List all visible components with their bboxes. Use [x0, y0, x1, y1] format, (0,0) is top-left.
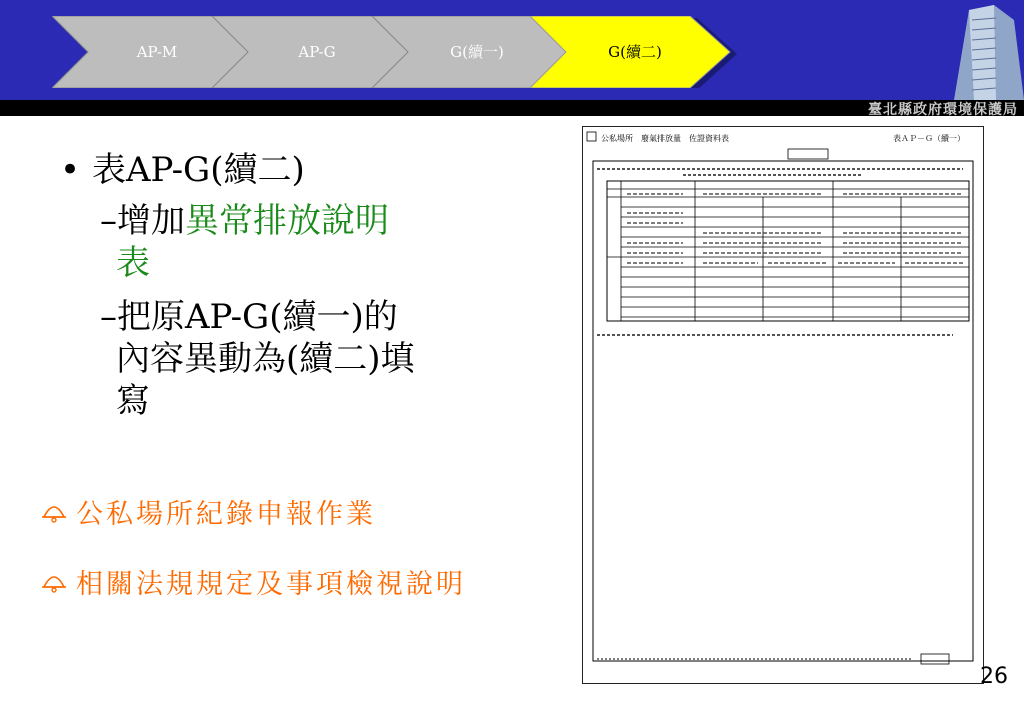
tab-ap-m-label: AP-M — [136, 43, 178, 61]
form-header-right: 表ＡＰ－Ｇ（續一） — [893, 134, 965, 143]
agency-caption: 臺北縣政府環境保護局 — [868, 102, 1018, 118]
sub-bullet-2 — [100, 296, 580, 422]
sub-bullet-1-highlight: 異常排放說明 — [185, 201, 389, 241]
link-record-reporting-label: 公私場所紀錄申報作業 — [76, 499, 376, 530]
sub-bullet-1-continuation: 表 — [116, 243, 150, 283]
sub-bullet-2-line2: 內容異動為(續二)填 — [116, 339, 415, 379]
tab-g-cont2-label: G(續二) — [608, 43, 662, 61]
form-document-image — [582, 126, 984, 684]
tab-g-cont1-label: G(續一) — [450, 43, 504, 61]
form-header-left: 公私場所 廢氣排放量 佐證資料表 — [601, 134, 729, 143]
sub-bullet-1-prefix: –增加 — [100, 201, 185, 241]
bullet-dot-icon: • — [60, 150, 81, 190]
slide-body — [60, 148, 580, 422]
main-bullet-text: 表AP-G(續二) — [92, 150, 305, 190]
bell-icon — [40, 497, 76, 530]
main-bullet — [60, 148, 580, 192]
bell-icon — [40, 567, 76, 600]
form-table-drawing — [583, 127, 983, 683]
sub-bullet-2-line1: –把原AP-G(續一)的 — [100, 297, 398, 337]
building-logo-image — [934, 0, 1024, 100]
sub-bullet-2-line3: 寫 — [116, 381, 150, 421]
link-regulations-review-label: 相關法規規定及事項檢視說明 — [76, 569, 466, 600]
link-record-reporting[interactable] — [40, 492, 376, 531]
sub-bullet-1 — [100, 200, 580, 284]
link-regulations-review[interactable] — [40, 562, 466, 601]
tab-g-cont2[interactable] — [530, 16, 740, 88]
tab-ap-g-label: AP-G — [298, 43, 336, 61]
slide-page-number: 26 — [980, 664, 1008, 689]
